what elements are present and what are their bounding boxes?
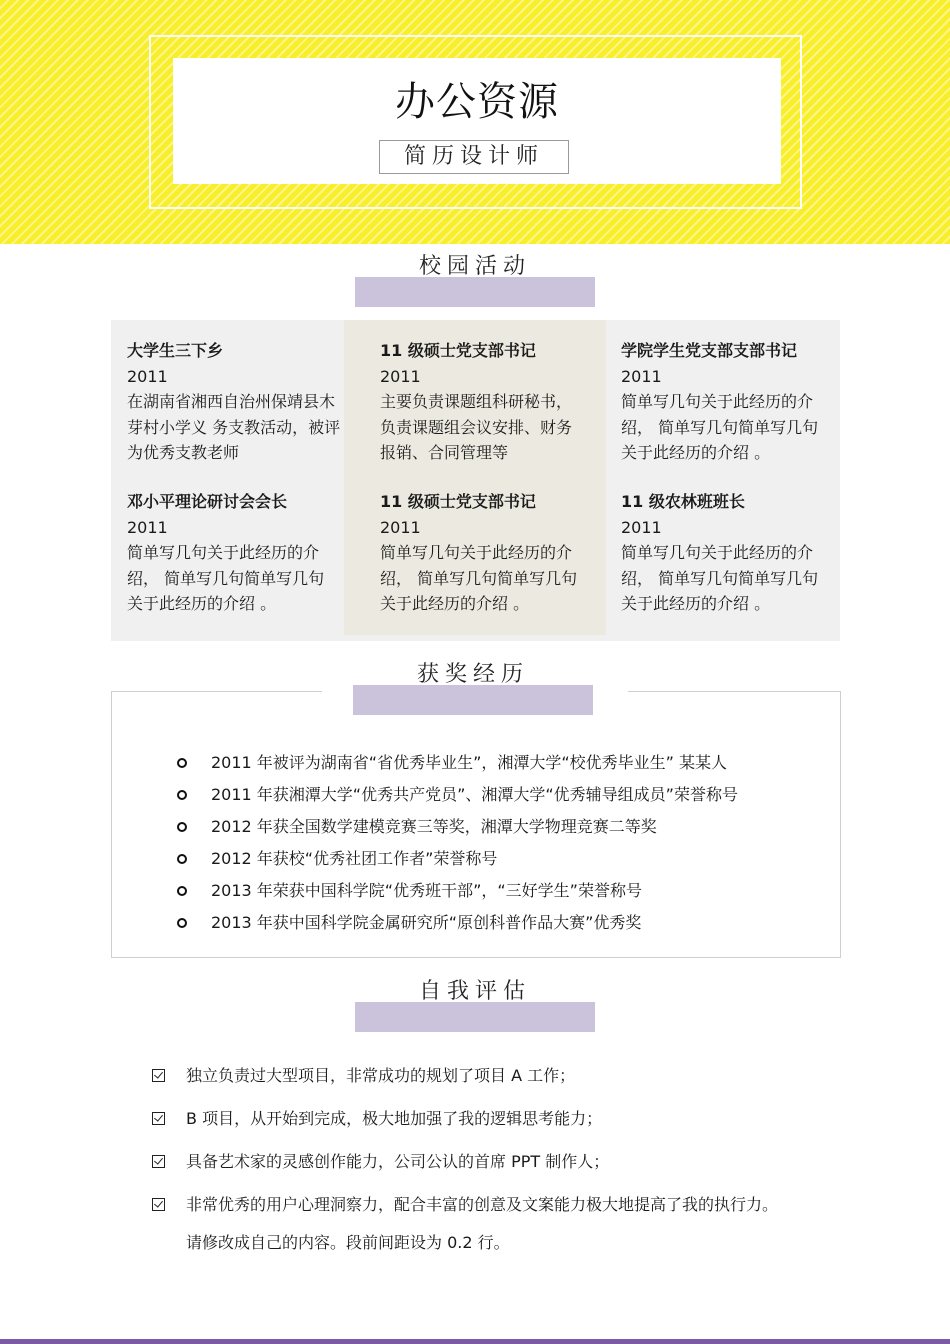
evaluation-list [152,1063,778,1273]
activity-year: 2011 [621,517,662,537]
bullet-icon [177,822,187,832]
activity-desc: 简单写几句关于此经历的介绍， 简单写几句简单写几句关于此经历的介绍 。 [621,543,819,613]
activity-title: 大学生三下乡 [127,341,224,360]
award-item [177,750,738,782]
award-text: 2012 年获全国数学建模竞赛三等奖，湘潭大学物理竞赛二等奖 [211,817,657,836]
award-item [177,814,738,846]
checkbox-icon [152,1069,165,1082]
section-heading-awards [353,660,593,710]
award-text: 2013 年荣获中国科学院“优秀班干部”，“三好学生”荣誉称号 [211,881,642,900]
checkbox-icon [152,1155,165,1168]
award-item [177,782,738,814]
activity-item [380,338,586,466]
checkbox-icon [152,1112,165,1125]
activity-desc: 简单写几句关于此经历的介绍， 简单写几句简单写几句关于此经历的介绍 。 [127,543,325,613]
awards-list [177,750,738,942]
bottom-accent-line [0,1339,950,1344]
award-text: 2011 年获湘潭大学“优秀共产党员”、湘潭大学“优秀辅导组成员”荣誉称号 [211,785,738,804]
activity-year: 2011 [621,366,662,386]
activity-item [127,489,333,617]
award-text: 2013 年获中国科学院金属研究所“原创科普作品大赛”优秀奖 [211,913,642,932]
evaluation-item [152,1149,778,1175]
activity-title: 邓小平理论研讨会会长 [127,492,288,511]
bullet-icon [177,854,187,864]
activity-desc: 简单写几句关于此经历的介绍， 简单写几句简单写几句关于此经历的介绍 。 [380,543,578,613]
heading-label: 自我评估 [418,979,531,1004]
evaluation-text: B 项目，从开始到完成，极大地加强了我的逻辑思考能力； [186,1109,603,1128]
bullet-icon [177,790,187,800]
activity-item [127,338,342,466]
heading-label: 校园活动 [418,254,531,279]
evaluation-item [152,1106,778,1132]
activity-year: 2011 [380,366,421,386]
activity-desc: 主要负责课题组科研秘书，负责课题组会议安排、财务报销、合同管理等 [380,392,573,462]
award-text: 2012 年获校“优秀社团工作者”荣誉称号 [211,849,498,868]
activity-item [621,489,827,617]
activity-desc: 简单写几句关于此经历的介绍， 简单写几句简单写几句关于此经历的介绍 。 [621,392,819,462]
section-heading-evaluation [355,977,595,1027]
header-banner [0,0,950,244]
section-heading-activities [355,252,595,302]
award-text: 2011 年被评为湖南省“省优秀毕业生”，湘潭大学“校优秀毕业生” 某某人 [211,753,728,772]
evaluation-item [152,1063,778,1089]
activity-desc: 在湖南省湘西自治州保靖县木芽村小学义 务支教活动，被评为优秀支教老师 [127,392,341,462]
resume-title: 办公资源 [395,79,559,125]
header-card [173,58,781,184]
activity-title: 11 级硕士党支部书记 [380,492,536,511]
activity-year: 2011 [127,517,168,537]
activity-title: 11 级农林班班长 [621,492,745,511]
activity-item [380,489,586,617]
evaluation-text: 非常优秀的用户心理洞察力，配合丰富的创意及文案能力极大地提高了我的执行力。 [186,1195,779,1214]
activity-year: 2011 [127,366,168,386]
resume-subtitle: 简历设计师 [379,140,569,174]
activity-year: 2011 [380,517,421,537]
evaluation-text: 独立负责过大型项目，非常成功的规划了项目 A 工作； [186,1066,576,1085]
activity-item [621,338,827,466]
award-item [177,846,738,878]
award-item [177,878,738,910]
checkbox-icon [152,1198,165,1211]
evaluation-text: 具备艺术家的灵感创作能力，公司公认的首席 PPT 制作人； [186,1152,610,1171]
activity-title: 学院学生党支部支部书记 [621,341,798,360]
bullet-icon [177,758,187,768]
evaluation-note: 请修改成自己的内容。段前间距设为 0.2 行。 [186,1233,510,1252]
bullet-icon [177,886,187,896]
bullet-icon [177,918,187,928]
evaluation-item [152,1192,778,1256]
activity-title: 11 级硕士党支部书记 [380,341,536,360]
award-item [177,910,738,942]
heading-label: 获奖经历 [416,662,529,687]
